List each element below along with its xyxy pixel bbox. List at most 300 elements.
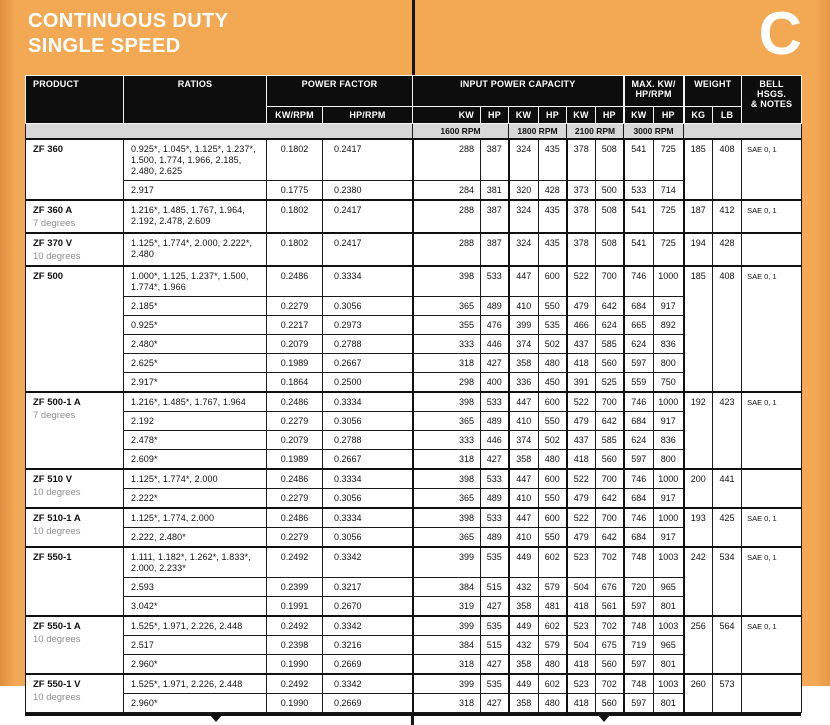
pf-kw-rpm-cell: 0.2279 (267, 489, 323, 509)
ratios-cell: 3.042* (124, 597, 267, 617)
value-cell: 432 (509, 636, 539, 655)
pf-kw-rpm-cell: 0.2486 (267, 508, 323, 528)
ratios-cell: 2.917* (124, 373, 267, 393)
value-cell: 585 (596, 431, 624, 450)
value-cell: 399 (413, 616, 481, 636)
ratios-cell: 2.192 (124, 412, 267, 431)
value-cell: 446 (481, 431, 509, 450)
value-cell: 504 (567, 636, 596, 655)
value-cell: 579 (539, 578, 567, 597)
table-body (26, 139, 802, 713)
weight-lb-cell: 408 (713, 139, 742, 200)
pf-kw-rpm-cell: 0.2486 (267, 392, 323, 412)
value-cell: 479 (567, 297, 596, 316)
value-cell: 523 (567, 674, 596, 694)
value-cell: 836 (654, 335, 684, 354)
weight-lb-cell: 428 (713, 233, 742, 266)
rpm-band-1600: 1600 RPM (413, 124, 509, 140)
header-input-power: INPUT POWER CAPACITY (413, 76, 624, 107)
pf-hp-rpm-cell: 0.2417 (323, 233, 413, 266)
header-kw-1800: KW (509, 107, 539, 124)
value-cell: 746 (624, 266, 654, 297)
value-cell: 480 (539, 354, 567, 373)
product-cell (26, 266, 124, 392)
value-cell: 522 (567, 508, 596, 528)
page-title-line2: SINGLE SPEED (28, 35, 181, 57)
value-cell: 702 (596, 674, 624, 694)
pf-hp-rpm-cell: 0.3334 (323, 508, 413, 528)
header-hp-max: HP (654, 107, 684, 124)
ratios-cell: 1.216*, 1.485, 1.767, 1.964, 2.192, 2.478, 2.609 (124, 200, 267, 233)
ratios-cell: 2.960* (124, 694, 267, 713)
value-cell: 746 (624, 392, 654, 412)
weight-lb-cell: 441 (713, 469, 742, 508)
value-cell: 600 (539, 508, 567, 528)
table-row (26, 616, 802, 636)
value-cell: 480 (539, 450, 567, 470)
value-cell: 387 (481, 200, 509, 233)
ratios-cell: 0.925*, 1.045*, 1.125*, 1.237*, 1.500, 1.774, 1.966, 2.185, 2.480, 2.625 (124, 139, 267, 181)
header-ratios: RATIOS (124, 76, 267, 124)
value-cell: 550 (539, 297, 567, 316)
table-bottom-rule (25, 713, 801, 716)
pf-hp-rpm-cell: 0.3334 (323, 469, 413, 489)
table-row (26, 200, 802, 233)
value-cell: 427 (481, 354, 509, 373)
pf-kw-rpm-cell: 0.1989 (267, 354, 323, 373)
pf-hp-rpm-cell: 0.2788 (323, 431, 413, 450)
value-cell: 550 (539, 412, 567, 431)
value-cell: 801 (654, 597, 684, 617)
value-cell: 702 (596, 616, 624, 636)
value-cell: 665 (624, 316, 654, 335)
value-cell: 917 (654, 297, 684, 316)
rpm-band-spacer-left (26, 124, 413, 140)
value-cell: 642 (596, 489, 624, 509)
header-bell-line1: BELL HSGS. (757, 79, 787, 99)
pf-kw-rpm-cell: 0.2492 (267, 674, 323, 694)
pf-kw-rpm-cell: 0.1802 (267, 139, 323, 181)
value-cell: 746 (624, 508, 654, 528)
value-cell: 378 (567, 200, 596, 233)
value-cell: 702 (596, 547, 624, 578)
table-row (26, 139, 802, 181)
value-cell: 559 (624, 373, 654, 393)
pf-hp-rpm-cell: 0.2417 (323, 139, 413, 181)
pf-hp-rpm-cell: 0.2380 (323, 181, 413, 201)
pf-hp-rpm-cell: 0.2667 (323, 450, 413, 470)
value-cell: 642 (596, 412, 624, 431)
pf-kw-rpm-cell: 0.2399 (267, 578, 323, 597)
value-cell: 437 (567, 335, 596, 354)
section-letter: C (758, 0, 802, 67)
value-cell: 523 (567, 616, 596, 636)
value-cell: 515 (481, 636, 509, 655)
value-cell: 476 (481, 316, 509, 335)
value-cell: 602 (539, 547, 567, 578)
value-cell: 489 (481, 412, 509, 431)
value-cell: 714 (654, 181, 684, 201)
value-cell: 502 (539, 431, 567, 450)
value-cell: 358 (509, 655, 539, 675)
value-cell: 675 (596, 636, 624, 655)
weight-kg-cell: 193 (684, 508, 713, 547)
weight-kg-cell: 185 (684, 139, 713, 200)
continuation-arrow-icon (210, 715, 222, 722)
value-cell: 1000 (654, 392, 684, 412)
value-cell: 449 (509, 674, 539, 694)
product-name: ZF 500 (33, 271, 64, 282)
pf-hp-rpm-cell: 0.2667 (323, 354, 413, 373)
pf-hp-rpm-cell: 0.3056 (323, 412, 413, 431)
product-cell (26, 200, 124, 233)
value-cell: 535 (481, 674, 509, 694)
product-name: ZF 360 A (33, 205, 73, 216)
weight-kg-cell: 260 (684, 674, 713, 713)
value-cell: 725 (654, 139, 684, 181)
value-cell: 719 (624, 636, 654, 655)
value-cell: 288 (413, 233, 481, 266)
product-cell (26, 674, 124, 713)
value-cell: 965 (654, 636, 684, 655)
product-name: ZF 550-1 (33, 552, 72, 563)
value-cell: 748 (624, 616, 654, 636)
pf-hp-rpm-cell: 0.2417 (323, 200, 413, 233)
weight-lb-cell: 412 (713, 200, 742, 233)
ratios-cell: 1.125*, 1.774, 2.000 (124, 508, 267, 528)
product-name: ZF 510-1 A (33, 513, 81, 524)
weight-lb-cell: 425 (713, 508, 742, 547)
value-cell: 525 (596, 373, 624, 393)
product-degrees: 10 degrees (33, 634, 81, 645)
pf-hp-rpm-cell: 0.3342 (323, 547, 413, 578)
notes-cell: SAE 0, 1 (742, 616, 802, 674)
value-cell: 428 (539, 181, 567, 201)
value-cell: 560 (596, 655, 624, 675)
value-cell: 320 (509, 181, 539, 201)
pf-hp-rpm-cell: 0.2670 (323, 597, 413, 617)
pf-hp-rpm-cell: 0.3216 (323, 636, 413, 655)
value-cell: 535 (539, 316, 567, 335)
header-max-kw-hp (624, 76, 684, 107)
table-row (26, 469, 802, 489)
weight-kg-cell: 192 (684, 392, 713, 469)
value-cell: 597 (624, 354, 654, 373)
value-cell: 437 (567, 431, 596, 450)
rpm-band-2100: 2100 RPM (567, 124, 624, 140)
value-cell: 489 (481, 489, 509, 509)
value-cell: 418 (567, 655, 596, 675)
value-cell: 489 (481, 528, 509, 548)
ratios-cell: 2.960* (124, 655, 267, 675)
value-cell: 533 (481, 508, 509, 528)
value-cell: 479 (567, 528, 596, 548)
pf-kw-rpm-cell: 0.2486 (267, 266, 323, 297)
product-degrees: 7 degrees (33, 218, 76, 229)
header-kw-2100: KW (567, 107, 596, 124)
pf-kw-rpm-cell: 0.2279 (267, 412, 323, 431)
value-cell: 523 (567, 547, 596, 578)
value-cell: 684 (624, 528, 654, 548)
notes-cell: SAE 0, 1 (742, 392, 802, 469)
value-cell: 399 (509, 316, 539, 335)
value-cell: 398 (413, 392, 481, 412)
value-cell: 917 (654, 528, 684, 548)
value-cell: 642 (596, 528, 624, 548)
value-cell: 410 (509, 528, 539, 548)
value-cell: 427 (481, 450, 509, 470)
header-kw-max: KW (624, 107, 654, 124)
value-cell: 533 (481, 392, 509, 412)
value-cell: 720 (624, 578, 654, 597)
weight-kg-cell: 256 (684, 616, 713, 674)
ratios-cell: 2.517 (124, 636, 267, 655)
value-cell: 508 (596, 139, 624, 181)
value-cell: 585 (596, 335, 624, 354)
value-cell: 748 (624, 674, 654, 694)
weight-lb-cell: 573 (713, 674, 742, 713)
value-cell: 365 (413, 528, 481, 548)
ratios-cell: 2.185* (124, 297, 267, 316)
value-cell: 515 (481, 578, 509, 597)
pf-kw-rpm-cell: 0.2486 (267, 469, 323, 489)
value-cell: 725 (654, 200, 684, 233)
value-cell: 624 (624, 431, 654, 450)
value-cell: 418 (567, 694, 596, 713)
ratios-cell: 1.125*, 1.774*, 2.000 (124, 469, 267, 489)
page-title (28, 9, 228, 59)
value-cell: 508 (596, 233, 624, 266)
header-hp-2100: HP (596, 107, 624, 124)
rpm-band-spacer-right (684, 124, 802, 140)
value-cell: 801 (654, 655, 684, 675)
value-cell: 288 (413, 200, 481, 233)
value-cell: 365 (413, 412, 481, 431)
value-cell: 522 (567, 469, 596, 489)
value-cell: 504 (567, 578, 596, 597)
header-weight: WEIGHT (684, 76, 742, 107)
pf-hp-rpm-cell: 0.3334 (323, 266, 413, 297)
value-cell: 399 (413, 547, 481, 578)
pf-kw-rpm-cell: 0.1989 (267, 450, 323, 470)
value-cell: 624 (596, 316, 624, 335)
weight-lb-cell: 564 (713, 616, 742, 674)
weight-lb-cell: 423 (713, 392, 742, 469)
ratios-cell: 2.478* (124, 431, 267, 450)
product-name: ZF 370 V (33, 238, 73, 249)
value-cell: 1003 (654, 547, 684, 578)
ratios-cell: 2.222* (124, 489, 267, 509)
value-cell: 748 (624, 547, 654, 578)
notes-cell: SAE 0, 1 (742, 547, 802, 616)
notes-cell (742, 233, 802, 266)
value-cell: 398 (413, 469, 481, 489)
value-cell: 481 (539, 597, 567, 617)
product-name: ZF 360 (33, 144, 64, 155)
value-cell: 746 (624, 469, 654, 489)
notes-cell (742, 674, 802, 713)
value-cell: 400 (481, 373, 509, 393)
value-cell: 600 (539, 392, 567, 412)
value-cell: 597 (624, 450, 654, 470)
ratios-cell: 0.925* (124, 316, 267, 335)
pf-kw-rpm-cell: 0.1991 (267, 597, 323, 617)
notes-cell: SAE 0, 1 (742, 200, 802, 233)
pf-kw-rpm-cell: 0.1775 (267, 181, 323, 201)
value-cell: 642 (596, 297, 624, 316)
value-cell: 358 (509, 694, 539, 713)
value-cell: 800 (654, 354, 684, 373)
value-cell: 324 (509, 139, 539, 181)
value-cell: 965 (654, 578, 684, 597)
product-cell (26, 392, 124, 469)
notes-cell: SAE 0, 1 (742, 508, 802, 547)
value-cell: 333 (413, 335, 481, 354)
value-cell: 387 (481, 139, 509, 181)
value-cell: 410 (509, 489, 539, 509)
product-cell (26, 547, 124, 616)
value-cell: 298 (413, 373, 481, 393)
page-title-line1: CONTINUOUS DUTY (28, 10, 229, 32)
value-cell: 381 (481, 181, 509, 201)
header-hp-1800: HP (539, 107, 567, 124)
value-cell: 801 (654, 694, 684, 713)
value-cell: 318 (413, 655, 481, 675)
value-cell: 560 (596, 354, 624, 373)
value-cell: 750 (654, 373, 684, 393)
table-row (26, 233, 802, 266)
table-header (26, 76, 802, 140)
product-cell (26, 139, 124, 200)
value-cell: 284 (413, 181, 481, 201)
pf-kw-rpm-cell: 0.1802 (267, 200, 323, 233)
value-cell: 700 (596, 392, 624, 412)
value-cell: 533 (481, 469, 509, 489)
pf-hp-rpm-cell: 0.2669 (323, 655, 413, 675)
value-cell: 418 (567, 597, 596, 617)
ratios-cell: 2.609* (124, 450, 267, 470)
product-name: ZF 510 V (33, 474, 73, 485)
page-fold-divider-bottom (411, 713, 414, 725)
pf-hp-rpm-cell: 0.3056 (323, 297, 413, 316)
value-cell: 447 (509, 508, 539, 528)
pf-kw-rpm-cell: 0.1864 (267, 373, 323, 393)
value-cell: 427 (481, 597, 509, 617)
value-cell: 410 (509, 297, 539, 316)
table-row (26, 266, 802, 297)
value-cell: 684 (624, 412, 654, 431)
value-cell: 418 (567, 354, 596, 373)
value-cell: 427 (481, 655, 509, 675)
value-cell: 418 (567, 450, 596, 470)
pf-kw-rpm-cell: 0.2079 (267, 335, 323, 354)
value-cell: 561 (596, 597, 624, 617)
ratios-cell: 2.625* (124, 354, 267, 373)
value-cell: 435 (539, 233, 567, 266)
value-cell: 432 (509, 578, 539, 597)
value-cell: 365 (413, 489, 481, 509)
pf-kw-rpm-cell: 0.2279 (267, 528, 323, 548)
product-degrees: 10 degrees (33, 251, 81, 262)
value-cell: 800 (654, 450, 684, 470)
value-cell: 700 (596, 469, 624, 489)
pf-hp-rpm-cell: 0.2500 (323, 373, 413, 393)
product-cell (26, 508, 124, 547)
value-cell: 447 (509, 392, 539, 412)
product-degrees: 7 degrees (33, 410, 76, 421)
pf-kw-rpm-cell: 0.1990 (267, 655, 323, 675)
ratios-cell: 1.525*, 1.971, 2.226, 2.448 (124, 616, 267, 636)
value-cell: 410 (509, 412, 539, 431)
weight-kg-cell: 242 (684, 547, 713, 616)
pf-kw-rpm-cell: 0.2217 (267, 316, 323, 335)
weight-kg-cell: 187 (684, 200, 713, 233)
value-cell: 449 (509, 616, 539, 636)
value-cell: 508 (596, 200, 624, 233)
value-cell: 550 (539, 528, 567, 548)
pf-kw-rpm-cell: 0.1990 (267, 694, 323, 713)
value-cell: 384 (413, 636, 481, 655)
value-cell: 892 (654, 316, 684, 335)
header-kw-1600: KW (413, 107, 481, 124)
weight-kg-cell: 200 (684, 469, 713, 508)
value-cell: 602 (539, 616, 567, 636)
product-name: ZF 550-1 V (33, 679, 81, 690)
ratios-cell: 2.480* (124, 335, 267, 354)
value-cell: 541 (624, 233, 654, 266)
rpm-band-1800: 1800 RPM (509, 124, 567, 140)
ratios-cell: 2.593 (124, 578, 267, 597)
table-row (26, 508, 802, 528)
value-cell: 318 (413, 450, 481, 470)
product-name: ZF 550-1 A (33, 621, 81, 632)
product-degrees: 10 degrees (33, 487, 81, 498)
value-cell: 600 (539, 469, 567, 489)
value-cell: 597 (624, 597, 654, 617)
pf-kw-rpm-cell: 0.2079 (267, 431, 323, 450)
value-cell: 624 (624, 335, 654, 354)
value-cell: 355 (413, 316, 481, 335)
value-cell: 384 (413, 578, 481, 597)
value-cell: 1000 (654, 469, 684, 489)
value-cell: 684 (624, 297, 654, 316)
table-row (26, 392, 802, 412)
spec-table (25, 75, 802, 713)
value-cell: 447 (509, 266, 539, 297)
value-cell: 324 (509, 200, 539, 233)
pf-hp-rpm-cell: 0.3056 (323, 489, 413, 509)
value-cell: 535 (481, 616, 509, 636)
ratios-cell: 1.111, 1.182*, 1.262*, 1.833*, 2.000, 2.233* (124, 547, 267, 578)
pf-hp-rpm-cell: 0.2669 (323, 694, 413, 713)
value-cell: 1003 (654, 616, 684, 636)
header-lb: LB (713, 107, 742, 124)
value-cell: 288 (413, 139, 481, 181)
value-cell: 450 (539, 373, 567, 393)
product-cell (26, 233, 124, 266)
product-name: ZF 500-1 A (33, 397, 81, 408)
value-cell: 378 (567, 139, 596, 181)
pf-kw-rpm-cell: 0.2398 (267, 636, 323, 655)
value-cell: 391 (567, 373, 596, 393)
pf-kw-rpm-cell: 0.2279 (267, 297, 323, 316)
header-bell-line2: & NOTES (750, 99, 793, 109)
value-cell: 479 (567, 412, 596, 431)
value-cell: 1000 (654, 266, 684, 297)
table-row (26, 674, 802, 694)
value-cell: 489 (481, 297, 509, 316)
value-cell: 378 (567, 233, 596, 266)
